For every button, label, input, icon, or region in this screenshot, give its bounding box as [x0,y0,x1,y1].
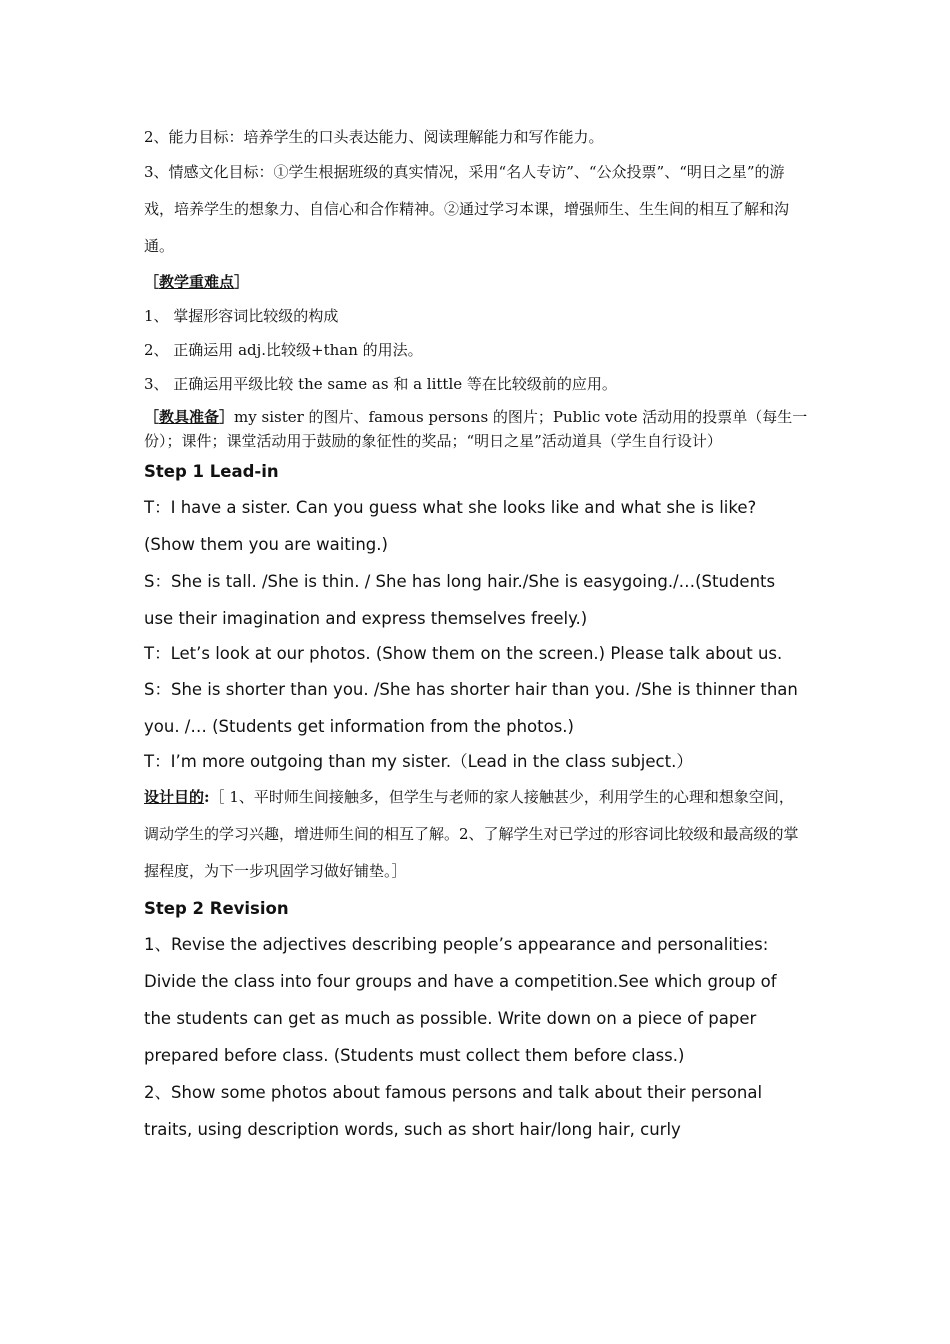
key-point-item: 2、 正确运用 adj.比较级+than 的用法。 [144,341,423,359]
materials-paragraph [144,405,808,453]
key-point-item: 1、 掌握形容词比较级的构成 [144,307,339,325]
materials-text: my sister 的图片、famous persons 的图片；Public vote 活动用的投票单（每生一份）；课件；课堂活动用于鼓励的象征性的奖品；“明日之星”活动道具（学生自行设计） [144,408,808,450]
materials-heading: 教具准备 [159,408,220,426]
key-point-item: 3、 正确运用平级比较 the same as 和 a little 等在比较级前的应用。 [144,375,617,393]
design-purpose-label: 设计目的 [144,788,205,806]
step1-title: Step 1 Lead-in [144,462,279,481]
dialogue-line: T：I have a sister. Can you guess what she looks like and what she is like? (Show them you are waiting.) [144,498,757,554]
bracket-open: ［ [144,408,160,426]
design-purpose-colon: : [204,788,210,806]
key-points-title: 教学重难点 [159,273,235,291]
key-points-heading [144,265,808,299]
step2-title: Step 2 Revision [144,899,289,918]
ability-goal: 2、能力目标：培养学生的口头表达能力、阅读理解能力和写作能力。 [144,128,604,146]
bracket-open: ［ [144,273,160,291]
emotion-goal: 3、情感文化目标：①学生根据班级的真实情况，采用“名人专访”、“公众投票”、“明日之星”的游戏，培养学生的想象力、自信心和合作精神。②通过学习本课，增强师生、生生间的相互了解和沟通。 [144,163,790,255]
dialogue-line: T：Let’s look at our photos. (Show them on the screen.) Please talk about us. [144,644,783,663]
design-purpose-text: ［ 1、平时师生间接触多，但学生与老师的家人接触甚少，利用学生的心理和想象空间，调动学生的学习兴趣，增进师生间的相互了解。2、了解学生对已学过的形容词比较级和最高级的掌握程度，为下一步巩固学习做好铺垫。］ [144,788,799,880]
dialogue-line: S：She is shorter than you. /She has shorter hair than you. /She is thinner than you. /… (Students get information from the photos.) [144,680,798,736]
bracket-close: ］ [219,408,235,426]
bracket-close: ］ [234,273,250,291]
design-purpose-paragraph [144,779,808,890]
document-body [144,124,808,1148]
dialogue-line: T：I’m more outgoing than my sister.（Lead in the class subject.） [144,752,693,771]
revision-item-2: 2、Show some photos about famous persons and talk about their personal traits, using description words, such as short hair/long hair, curly [144,1083,763,1139]
revision-item-1: 1、Revise the adjectives describing people’s appearance and personalities: Divide the class into four groups and have a competition.See which group of the students can get as much as possible. Write down on a piece of paper prepared before class. (Students must collect them before class.) [144,935,777,1065]
dialogue-line: S：She is tall. /She is thin. / She has long hair./She is easygoing./…(Students use their imagination and express themselves freely.) [144,572,776,628]
